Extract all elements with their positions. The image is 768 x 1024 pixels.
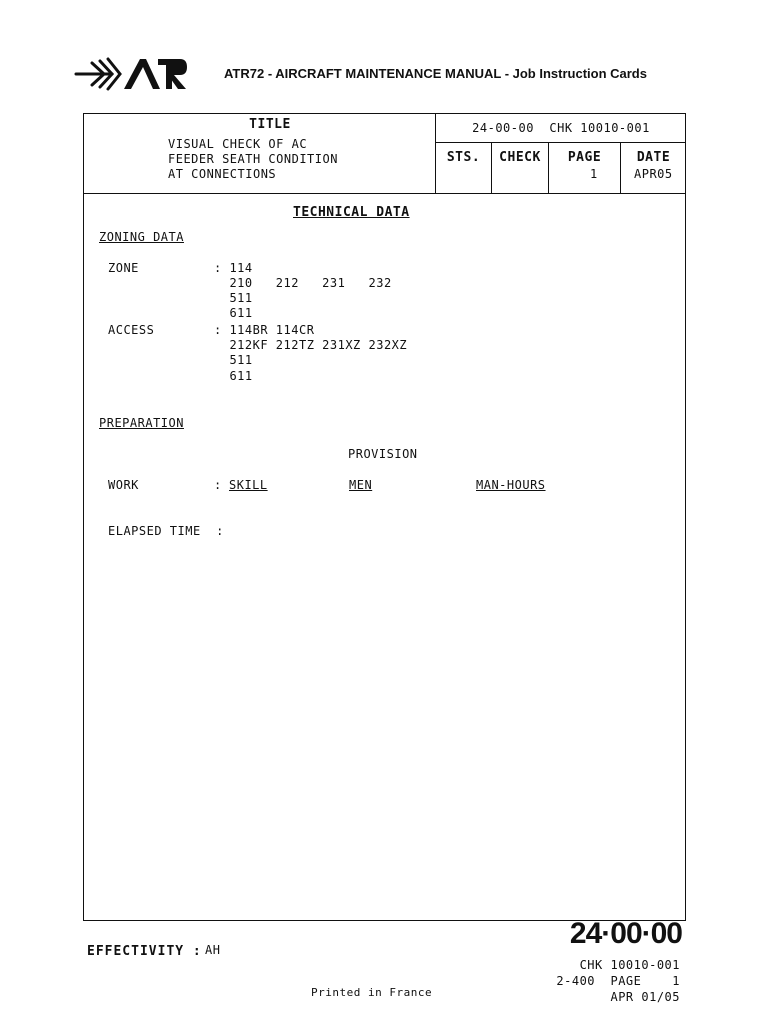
zone-line-2: 210 212 231 232	[214, 276, 392, 290]
card-reference: 24-00-00 CHK 10010-001	[472, 121, 650, 135]
footer-page-line: 2-400 PAGE 1	[556, 974, 680, 988]
check-label: CHECK	[499, 150, 541, 165]
access-line-3: 511	[214, 353, 253, 367]
atr-logo	[74, 55, 188, 93]
technical-data-heading: TECHNICAL DATA	[293, 205, 410, 220]
chapter-reference: 24·00·00	[569, 917, 682, 950]
header-divider	[83, 193, 686, 194]
access-line-1: : 114BR 114CR	[214, 323, 315, 337]
date-value: APR05	[634, 167, 673, 181]
sts-label: STS.	[446, 150, 481, 165]
skill-label: SKILL	[229, 478, 268, 492]
title-label: TITLE	[249, 117, 291, 132]
title-line-1: VISUAL CHECK OF AC	[168, 137, 308, 151]
footer-date-line: APR 01/05	[610, 990, 680, 1004]
man-hours-label: MAN-HOURS	[476, 478, 546, 492]
effectivity-label: EFFECTIVITY :	[87, 944, 202, 959]
reference-row-divider	[435, 142, 686, 143]
manual-header-title: ATR72 - AIRCRAFT MAINTENANCE MANUAL - Job Instruction Cards	[224, 66, 647, 81]
zone-line-4: 611	[214, 306, 253, 320]
access-line-4: 611	[214, 369, 253, 383]
printed-in-france: Printed in France	[311, 986, 433, 999]
zone-line-1: : 114	[214, 261, 253, 275]
zone-label: ZONE	[108, 261, 139, 275]
date-label: DATE	[636, 150, 671, 165]
preparation-heading: PREPARATION	[99, 416, 184, 430]
provision-label: PROVISION	[348, 447, 418, 461]
title-line-3: AT CONNECTIONS	[168, 167, 277, 181]
access-line-2: 212KF 212TZ 231XZ 232XZ	[214, 338, 408, 352]
access-label: ACCESS	[108, 323, 155, 337]
work-colon: :	[214, 478, 222, 492]
elapsed-time-label: ELAPSED TIME :	[108, 524, 224, 538]
work-label: WORK	[108, 478, 139, 492]
zone-line-3: 511	[214, 291, 253, 305]
footer-chk: CHK 10010-001	[579, 958, 680, 972]
page-value: 1	[590, 167, 598, 181]
effectivity-value: AH	[205, 943, 221, 957]
men-label: MEN	[349, 478, 373, 492]
title-line-2: FEEDER SEATH CONDITION	[168, 152, 338, 166]
zoning-data-heading: ZONING DATA	[99, 230, 184, 244]
page-label: PAGE	[567, 150, 602, 165]
